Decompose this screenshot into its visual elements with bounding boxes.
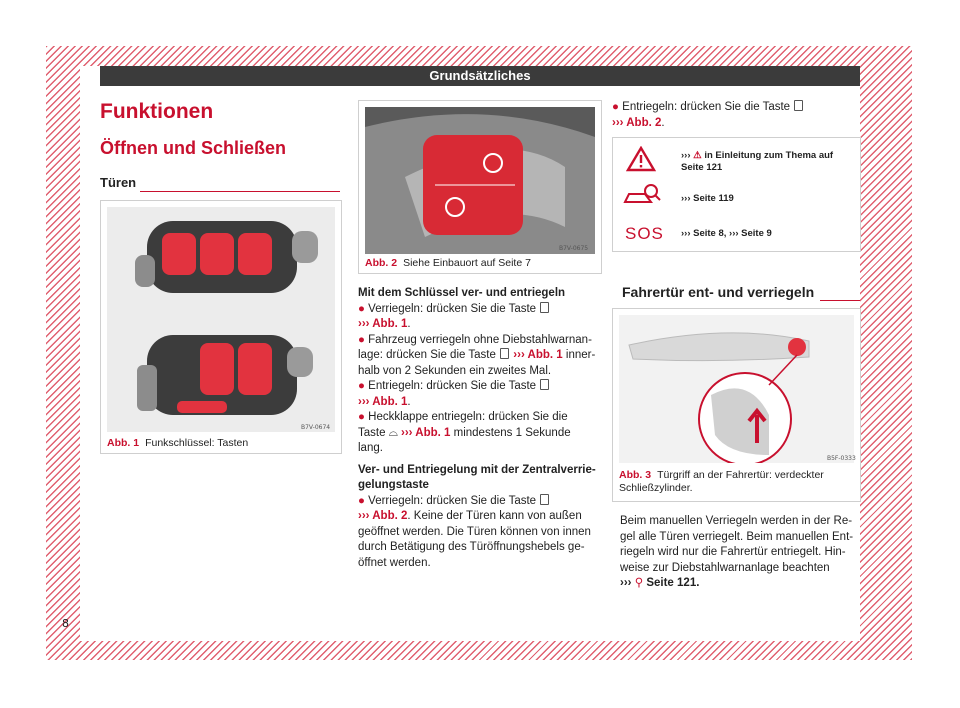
figure-caption-text: Türgriff an der Fahrertür: verdeckter	[657, 469, 824, 481]
figure-3	[612, 308, 861, 502]
figure-2	[358, 100, 602, 274]
door-lock-button-image	[365, 107, 595, 254]
section-title-driver-door: Fahrertür ent- und verriegeln	[622, 284, 815, 300]
key-fob-illustration	[107, 207, 335, 432]
driver-door-paragraph: Beim manuellen Verriegeln werden in der Re- gel alle Türen verriegelt. Beim manuellen Ent- riegeln wird nur die Fahrertür entriegelt. Hin- weise zur Diebstahlwarnanlage beachten ››› ⚲ Seite 121.	[620, 515, 854, 589]
section-heading-2: Öffnen und Schließen	[100, 138, 287, 158]
note-environment: ››› Seite 119	[681, 193, 734, 204]
car-search-icon: ⚲	[634, 577, 644, 589]
ref-abb1: ››› Abb. 1.	[358, 318, 411, 330]
chapter-header: Grundsätzliches	[100, 66, 860, 86]
figure-code: B7V-0674	[301, 424, 331, 431]
unlock-icon	[540, 379, 549, 390]
unlock-icon	[794, 100, 803, 111]
subheading-central: Ver- und Entriegelung mit der Zentralverrie-	[358, 463, 596, 476]
figure-caption-text: Funkschlüssel: Tasten	[145, 437, 249, 449]
bullet-central-unlock: ● Entriegeln: drücken Sie die Taste	[612, 100, 862, 116]
column-3-top: ● Entriegeln: drücken Sie die Taste ››› Abb. 2.	[612, 100, 862, 131]
note-sos: ››› Seite 8, ››› Seite 9	[681, 228, 772, 239]
warning-icon	[626, 146, 656, 172]
figure-1	[100, 200, 342, 454]
section-heading-3: Türen	[100, 175, 137, 190]
bullet-lock-no-alarm: ● Fahrzeug verriegeln ohne Diebstahlwarnan-	[358, 333, 592, 346]
note-warning: ››› ⚠ in Einleitung zum Thema auf Seite 121	[681, 150, 834, 173]
central-lock-illustration	[365, 107, 595, 254]
figure-caption	[365, 257, 531, 270]
door-handle-illustration	[619, 315, 854, 463]
figure-label: Abb. 2	[365, 257, 398, 269]
sos-label: SOS	[625, 224, 664, 243]
page-number: 8	[62, 617, 69, 630]
bullet-tailgate: ● Heckklappe entriegeln: drücken Sie die	[358, 411, 568, 423]
lock-icon	[540, 302, 549, 313]
figure-caption-text: Siehe Einbauort auf Seite 7	[403, 257, 531, 269]
figure-code: B5F-0333	[827, 455, 856, 462]
lock-icon	[500, 348, 509, 359]
key-fob-image	[107, 207, 335, 432]
section-rule	[820, 300, 860, 301]
car-icon: ⌓	[388, 426, 398, 439]
section-heading-1: Funktionen	[100, 100, 214, 123]
door-handle-image	[619, 315, 854, 463]
subheading-key: Mit dem Schlüssel ver- und entriegeln	[358, 287, 566, 299]
figure-label: Abb. 3	[619, 469, 652, 481]
figure-code: B7V-0675	[559, 245, 589, 252]
reference-box	[612, 137, 861, 252]
bullet-lock: ● Verriegeln: drücken Sie die Taste	[358, 302, 608, 318]
car-search-icon	[623, 182, 663, 208]
figure-caption: Abb. 3 Türgriff an der Fahrertür: verdeckter Schließzylinder.	[619, 469, 824, 494]
bullet-unlock: ● Entriegeln: drücken Sie die Taste	[358, 379, 608, 395]
bullet-central-lock: ● Verriegeln: drücken Sie die Taste	[358, 494, 608, 510]
column-2-text: Mit dem Schlüssel ver- und entriegeln ● Verriegeln: drücken Sie die Taste ››› Abb. 1. ● Fahrzeug verriegeln ohne Diebstahlwarnan- lage: drücken Sie die Taste ››› Abb. 1 inner- halb von 2 Sekunden ein zweites Mal. ● Entriegeln: drücken Sie die Taste ››› Abb. 1. ● Heckklappe entriegeln: drücken Sie die Taste ⌓ ››› Abb. 1 mindestens 1 Sekunde lang. Ver- und Entriegelung mit der Zentralverrie- gelungstaste ● Verriegeln: drücken Sie die Taste ››› Abb. 2. Keine der Türen kann von außen geöffnet werden. Die Türen können von innen durch Betätigung des Türöffnungshebels ge- öffnet werden.	[358, 286, 608, 571]
heading-rule	[140, 191, 340, 192]
lock-icon	[540, 494, 549, 505]
figure-label: Abb. 1	[107, 437, 140, 449]
figure-caption	[107, 437, 248, 450]
